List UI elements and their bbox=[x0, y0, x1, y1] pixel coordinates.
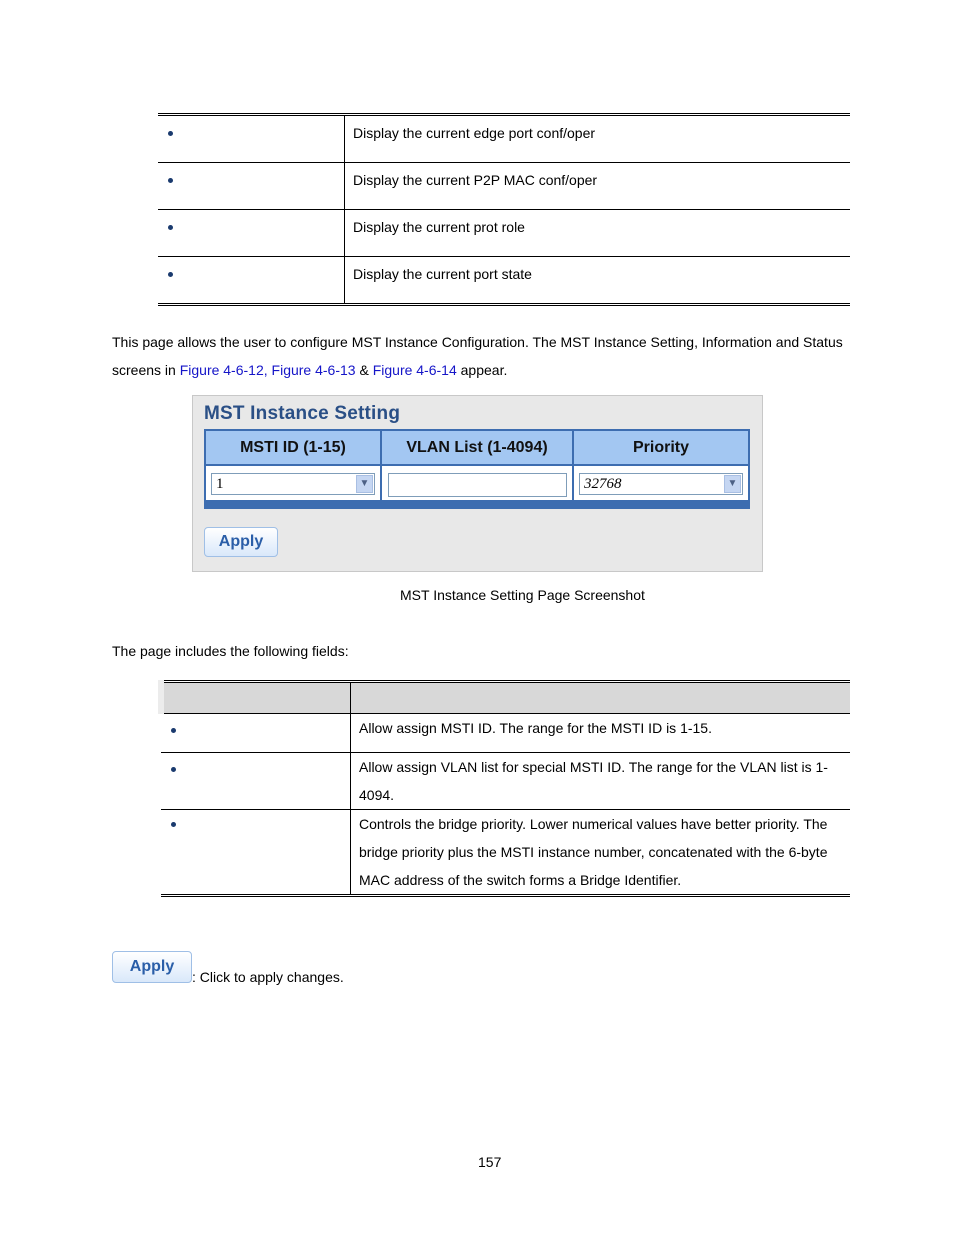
mst-instance-setting-screenshot bbox=[192, 395, 763, 572]
apply-note: : Click to apply changes. bbox=[192, 969, 344, 985]
msti-id-select[interactable] bbox=[211, 473, 375, 495]
figure-link-14[interactable]: Figure 4-6-14 bbox=[372, 362, 457, 378]
fields-header-description bbox=[351, 682, 851, 714]
instance-grid bbox=[204, 429, 750, 509]
figure-link-13[interactable]: Figure 4-6-13 bbox=[271, 362, 356, 378]
bullet-icon bbox=[171, 767, 176, 772]
panel-title: MST Instance Setting bbox=[204, 403, 401, 424]
table-cell-desc: Display the current prot role bbox=[345, 210, 851, 257]
cell-priority bbox=[574, 464, 748, 500]
table-cell-desc: Display the current P2P MAC conf/oper bbox=[345, 163, 851, 210]
grid-footer-bar bbox=[206, 500, 748, 507]
bullet-icon bbox=[168, 131, 173, 136]
cell-vlan-list bbox=[382, 464, 574, 500]
bullet-icon bbox=[168, 272, 173, 277]
port-status-table bbox=[158, 113, 850, 306]
header-msti-id: MSTI ID (1-15) bbox=[206, 431, 382, 464]
field-desc-vlan: Allow assign VLAN list for special MSTI ID. The range for the VLAN list is 1-4094. bbox=[351, 753, 851, 810]
priority-value: 32768 bbox=[584, 476, 622, 492]
fields-header-object bbox=[161, 682, 351, 714]
intro-text: This page allows the user to configure MST Instance Configuration. The MST Instance Setting, Information and Status screens in bbox=[112, 334, 843, 378]
apply-button[interactable]: Apply bbox=[204, 527, 278, 557]
ampersand: & bbox=[355, 362, 373, 378]
page-number: 157 bbox=[478, 1154, 502, 1170]
figure-caption: MST Instance Setting Page Screenshot bbox=[400, 587, 645, 603]
table-cell-desc: Display the current edge port conf/oper bbox=[345, 115, 851, 163]
chevron-down-icon[interactable]: ▼ bbox=[724, 475, 741, 493]
fields-table bbox=[158, 680, 850, 897]
header-vlan-list: VLAN List (1-4094) bbox=[382, 431, 574, 464]
vlan-list-input[interactable] bbox=[388, 473, 567, 497]
field-desc-msti: Allow assign MSTI ID. The range for the MSTI ID is 1-15. bbox=[351, 714, 851, 753]
chevron-down-icon[interactable]: ▼ bbox=[356, 475, 373, 493]
bullet-icon bbox=[168, 178, 173, 183]
field-desc-priority: Controls the bridge priority. Lower numerical values have better priority. The bridge priority plus the MSTI instance number, concatenated with the 6-byte MAC address of the switch forms a Bridge Identifier. bbox=[351, 810, 851, 896]
bullet-icon bbox=[171, 728, 176, 733]
table-cell-desc: Display the current port state bbox=[345, 257, 851, 305]
bullet-icon bbox=[168, 225, 173, 230]
cell-msti-id bbox=[206, 464, 382, 500]
priority-select[interactable] bbox=[579, 473, 743, 495]
intro-paragraph bbox=[112, 328, 852, 384]
bullet-icon bbox=[171, 822, 176, 827]
header-priority: Priority bbox=[574, 431, 748, 464]
fields-intro: The page includes the following fields: bbox=[112, 643, 349, 659]
intro-text-end: appear. bbox=[456, 362, 508, 378]
apply-button-sample[interactable]: Apply bbox=[112, 951, 192, 983]
msti-id-value: 1 bbox=[216, 476, 224, 492]
figure-link-12[interactable]: Figure 4-6-12, bbox=[179, 362, 268, 378]
